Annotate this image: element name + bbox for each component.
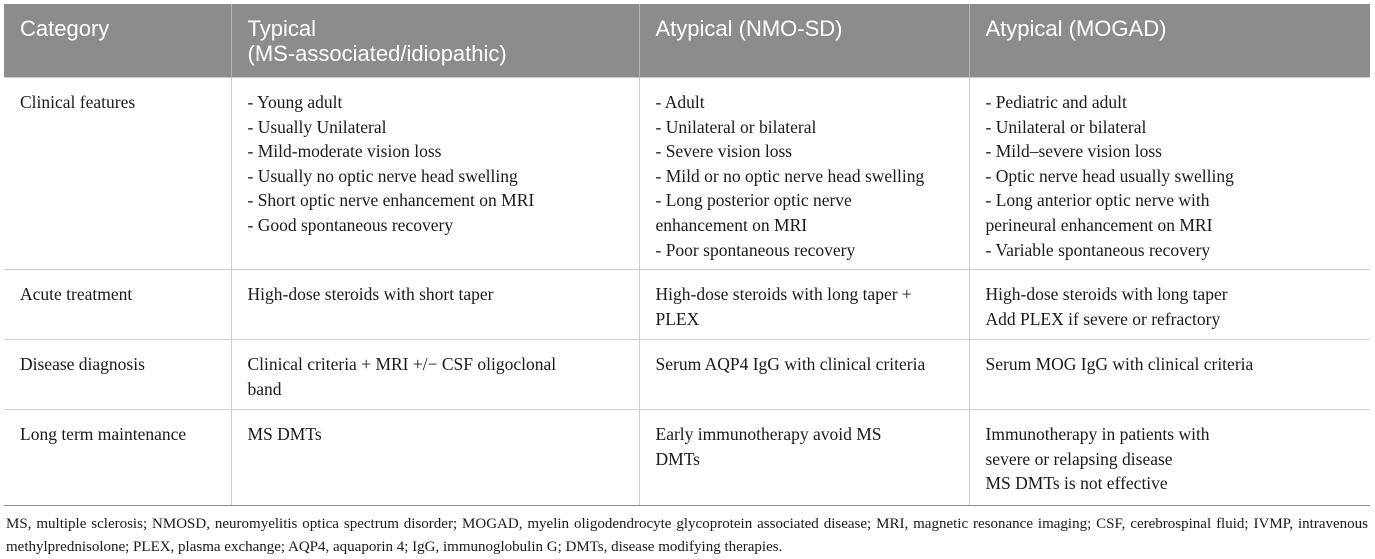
table-row: [4, 270, 1370, 340]
header-atypical-nmosd: [639, 4, 969, 78]
row-category: [4, 78, 231, 270]
header-label: Atypical (MOGAD): [985, 16, 1167, 41]
cell-line: - Severe vision loss: [655, 141, 793, 162]
cell-line: DMTs: [655, 448, 700, 469]
cell-line: - Mild–severe vision loss: [985, 141, 1162, 162]
cell-line: - Short optic nerve enhancement on MRI: [247, 190, 535, 211]
cell-line: - Usually Unilateral: [247, 116, 387, 137]
cell-line: Early immunotherapy avoid MS: [655, 424, 882, 445]
header-row: [4, 4, 1370, 78]
cell-line: Serum AQP4 IgG with clinical criteria: [655, 354, 926, 375]
table-row: [4, 340, 1370, 410]
table-cell: [231, 270, 639, 340]
table-cell: [639, 340, 969, 410]
cell-line: - Mild-moderate vision loss: [247, 141, 442, 162]
cell-line: enhancement on MRI: [655, 214, 808, 235]
cell-line: - Adult: [655, 92, 705, 112]
cell-line: - Unilateral or bilateral: [655, 116, 817, 137]
header-category: [4, 4, 231, 78]
cell-line: - Unilateral or bilateral: [985, 116, 1147, 137]
cell-line: - Optic nerve head usually swelling: [985, 165, 1234, 186]
table-footnote: MS, multiple sclerosis; NMOSD, neuromyelitis optica spectrum disorder; MOGAD, myelin oligodendrocyte glycoprotein associated disease; MRI, magnetic resonance imaging; CSF, cerebrospinal fluid; IVMP, intravenous methylprednisolone; PLEX, plasma exchange; AQP4, aquaporin 4; IgG, immunoglobulin G; DMTs, disease modifying therapies.: [6, 516, 1368, 556]
cell-line: Immunotherapy in patients with: [985, 424, 1210, 445]
comparison-table: [4, 4, 1370, 506]
table-row: [4, 410, 1370, 506]
table-container: [4, 4, 1370, 559]
cell-line: MS DMTs: [247, 424, 322, 445]
cell-line: Add PLEX if severe or refractory: [985, 308, 1221, 329]
cell-line: - Pediatric and adult: [985, 92, 1127, 112]
cell-line: MS DMTs is not effective: [985, 473, 1168, 494]
table-cell: [231, 78, 639, 270]
cell-line: High-dose steroids with long taper +: [655, 284, 912, 305]
cell-line: High-dose steroids with long taper: [985, 284, 1228, 305]
table-cell: [969, 270, 1370, 340]
header-label: Atypical (NMO-SD): [655, 16, 843, 41]
row-category: [4, 340, 231, 410]
cell-line: - Young adult: [247, 92, 343, 112]
cell-line: PLEX: [655, 308, 700, 329]
cell-line: - Usually no optic nerve head swelling: [247, 165, 518, 186]
row-category: [4, 410, 231, 506]
cell-line: - Mild or no optic nerve head swelling: [655, 165, 925, 186]
cell-line: Clinical criteria + MRI +/− CSF oligoclonal: [247, 354, 557, 375]
cell-line: - Variable spontaneous recovery: [985, 239, 1211, 260]
header-label: Typical (MS-associated/idiopathic): [247, 16, 507, 66]
category-label: Long term maintenance: [20, 424, 187, 445]
category-label: Clinical features: [20, 92, 136, 112]
category-label: Acute treatment: [20, 284, 133, 305]
header-atypical-mogad: [969, 4, 1370, 78]
cell-line: severe or relapsing disease: [985, 448, 1173, 469]
cell-line: band: [247, 378, 282, 399]
table-cell: [231, 410, 639, 506]
category-label: Disease diagnosis: [20, 354, 145, 375]
table-row: [4, 78, 1370, 270]
cell-line: - Poor spontaneous recovery: [655, 239, 856, 260]
header-typical: [231, 4, 639, 78]
table-cell: [231, 340, 639, 410]
table-cell: [969, 410, 1370, 506]
cell-line: Serum MOG IgG with clinical criteria: [985, 354, 1254, 375]
header-label: Category: [20, 16, 110, 41]
table-cell: [639, 78, 969, 270]
cell-line: - Long anterior optic nerve with: [985, 190, 1210, 211]
cell-line: - Good spontaneous recovery: [247, 214, 454, 235]
cell-line: High-dose steroids with short taper: [247, 284, 494, 305]
table-cell: [969, 340, 1370, 410]
table-cell: [969, 78, 1370, 270]
cell-line: perineural enhancement on MRI: [985, 214, 1213, 235]
row-category: [4, 270, 231, 340]
table-cell: [639, 410, 969, 506]
table-cell: [639, 270, 969, 340]
cell-line: - Long posterior optic nerve: [655, 190, 852, 211]
